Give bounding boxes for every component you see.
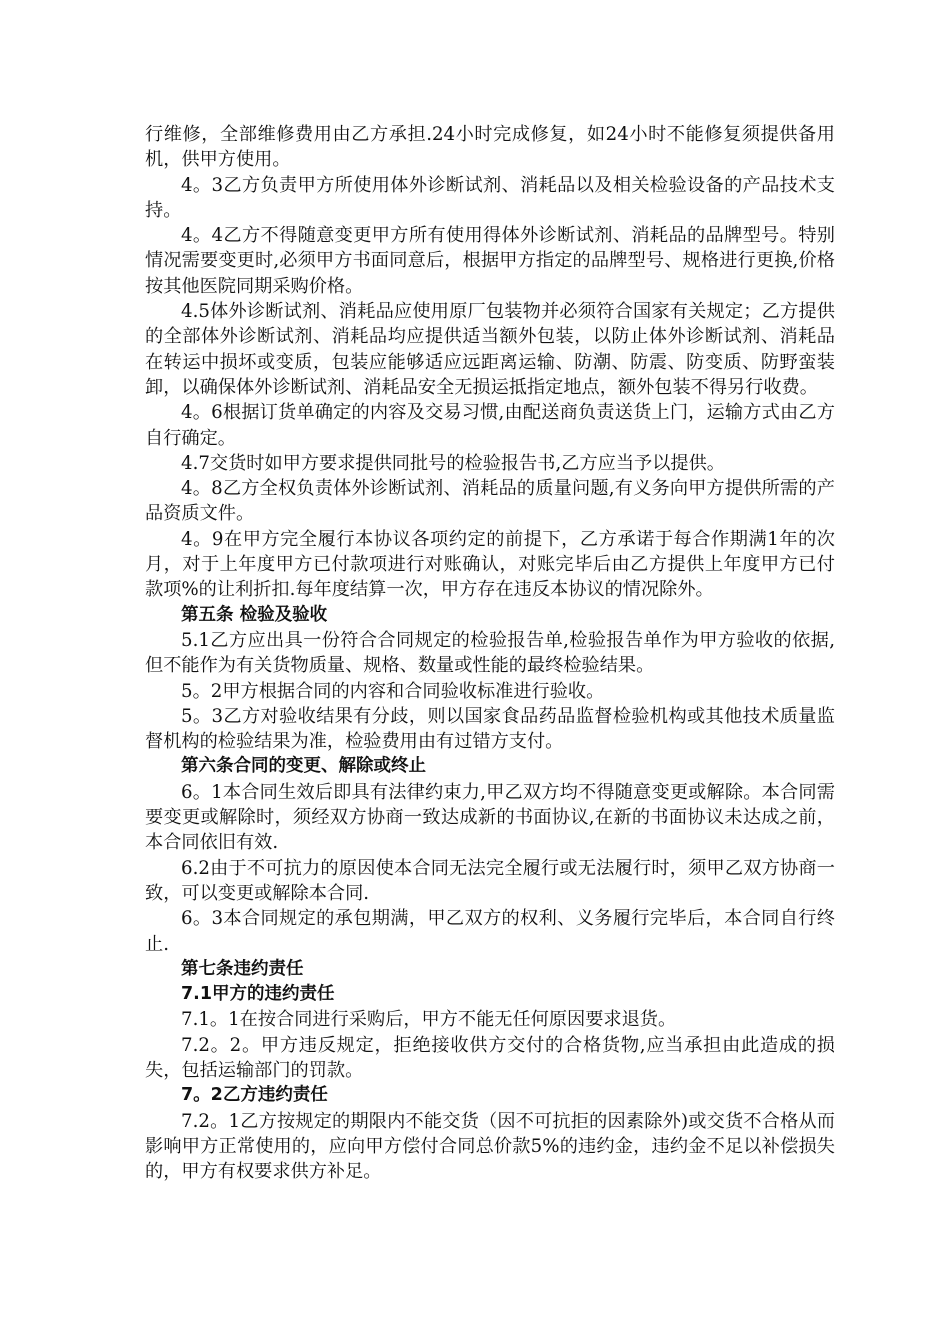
article-5-heading: 第五条 检验及验收	[181, 604, 328, 625]
paragraph-4-2-cont: 行维修，全部维修费用由乙方承担.24小时完成修复，如24小时不能修复须提供备用机，供甲方使用。	[145, 124, 835, 171]
clause-7-1-1: 7.1。1在按合同进行采购后，甲方不能无任何原因要求退货。	[181, 1009, 677, 1031]
clause-4-9: 4。9在甲方完全履行本协议各项约定的前提下，乙方承诺于每合作期满1年的次月，对于上年度甲方已付款项进行对账确认，对账完毕后由乙方提供上年度甲方已付款项%的让利折扣.每年度结算一次，甲方存在违反本协议的情况除外。	[145, 528, 835, 601]
clause-4-4: 4。4乙方不得随意变更甲方所有使用得体外诊断试剂、消耗品的品牌型号。特别情况需要变更时,必须甲方书面同意后，根据甲方指定的品牌型号、规格进行更换,价格按其他医院同期采购价格。	[145, 225, 835, 297]
clause-4-7: 4.7交货时如甲方要求提供同批号的检验报告书,乙方应当予以提供。	[181, 452, 725, 474]
clause-5-2: 5。2甲方根据合同的内容和合同验收标准进行验收。	[181, 680, 605, 702]
clause-4-8: 4。8乙方全权负责体外诊断试剂、消耗品的质量问题,有义务向甲方提供所需的产品资质文件。	[145, 478, 835, 525]
clause-7-2-1: 7.2。1乙方按规定的期限内不能交货（因不可抗拒的因素除外)或交货不合格从而影响甲方正常使用的，应向甲方偿付合同总价款5%的违约金，违约金不足以补偿损失的，甲方有权要求供方补足。	[145, 1110, 835, 1183]
clause-6-1: 6。1本合同生效后即具有法律约束力,甲乙双方均不得随意变更或解除。本合同需要变更或解除时，须经双方协商一致达成新的书面协议,在新的书面协议未达成之前，本合同依旧有效.	[145, 781, 835, 854]
clause-4-6: 4。6根据订货单确定的内容及交易习惯,由配送商负责送货上门，运输方式由乙方自行确定。	[145, 402, 835, 449]
article-7-heading: 第七条违约责任	[181, 958, 304, 979]
clause-4-5: 4.5体外诊断试剂、消耗品应使用原厂包装物并必须符合国家有关规定；乙方提供的全部体外诊断试剂、消耗品均应提供适当额外包装，以防止体外诊断试剂、消耗品在转运中损坏或变质，包装应能够适应远距离运输、防潮、防震、防变质、防野蛮装卸，以确保体外诊断试剂、消耗品安全无损运抵指定地点，额外包装不得另行收费。	[145, 301, 835, 398]
clause-5-3: 5。3乙方对验收结果有分歧，则以国家食品药品监督检验机构或其他技术质量监督机构的检验结果为准，检验费用由有过错方支付。	[145, 705, 835, 753]
clause-7-2-2-party-a: 7.2。2。甲方违反规定，拒绝接收供方交付的合格货物,应当承担由此造成的损失，包括运输部门的罚款。	[145, 1034, 835, 1081]
clause-6-2: 6.2由于不可抗力的原因使本合同无法完全履行或无法履行时，须甲乙双方协商一致，可以变更或解除本合同.	[145, 857, 835, 904]
clause-5-1: 5.1乙方应出具一份符合合同规定的检验报告单,检验报告单作为甲方验收的依据,但不能作为有关货物质量、规格、数量或性能的最终检验结果。	[145, 629, 835, 677]
section-7-1-heading: 7.1甲方的违约责任	[181, 984, 335, 1005]
body-text	[145, 122, 835, 1184]
article-6-heading: 第六条合同的变更、解除或终止	[181, 756, 426, 777]
clause-6-3: 6。3本合同规定的承包期满，甲乙双方的权利、义务履行完毕后，本合同自行终止.	[145, 908, 835, 955]
clause-4-3: 4。3乙方负责甲方所使用体外诊断试剂、消耗品以及相关检验设备的产品技术支持。	[145, 174, 835, 221]
section-7-2-heading: 7。2乙方违约责任	[181, 1085, 328, 1106]
